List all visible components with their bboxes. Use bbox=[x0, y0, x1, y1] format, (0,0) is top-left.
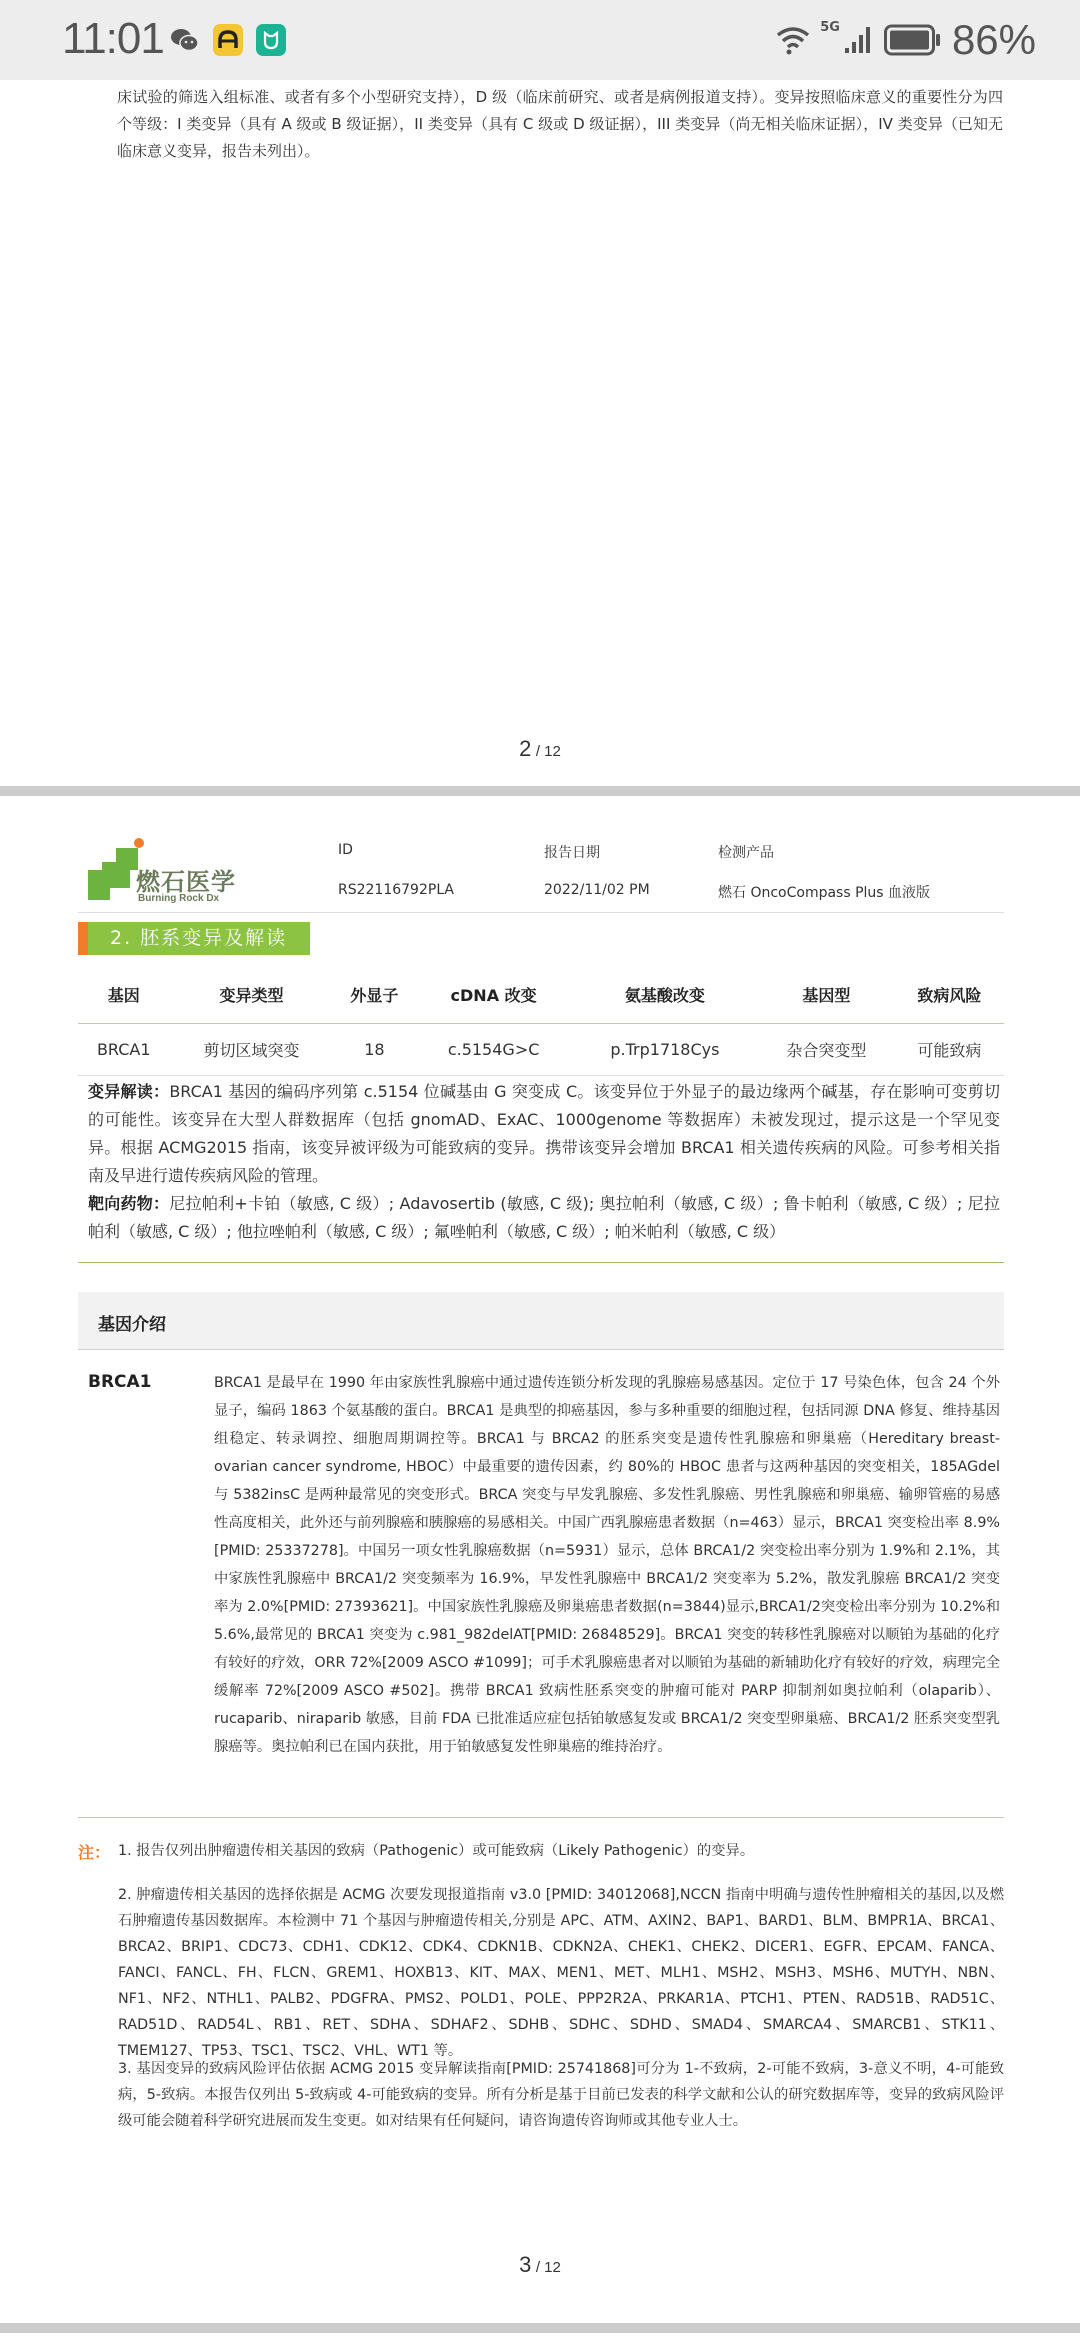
page-separator bbox=[0, 2323, 1080, 2333]
col-gene: 基因 bbox=[78, 966, 170, 1023]
mi-home-icon bbox=[256, 24, 286, 56]
notes-label: 注： bbox=[78, 1843, 111, 1862]
page-number: 2 / 12 bbox=[519, 736, 561, 761]
gene-description: BRCA1 是最早在 1990 年由家族性乳腺癌中通过遗传连锁分析发现的乳腺癌易感基因。定位于 17 号染色体，包含 24 个外显子，编码 1863 个氨基酸的蛋白。BRCA1 是典型的抑癌基因，参与多种重要的细胞过程，包括同源 DNA 修复、维持基因组稳定、转录调控、细胞周期调控等。BRCA1 与 BRCA2 的胚系突变是遗传性乳腺癌和卵巢癌（Hereditary breast-ovarian cancer syndrome, HBOC）中最重要的遗传因素，约 80%的 HBOC 患者与这两种基因的突变相关，185AGdel 与 5382insC 是两种最常见的突变形式。BRCA 突变与早发乳腺癌、多发性乳腺癌、男性乳腺癌和卵巢癌、输卵管癌的易感性高度相关，此外还与前列腺癌和胰腺癌的易感相关。中国广西乳腺癌患者数据（n=463）显示，BRCA1 突变检出率 8.9%[PMID: 25337278]。中国另一项女性乳腺癌数据（n=5931）显示，总体 BRCA1/2 突变检出率分别为 1.9%和 2.1%，其中家族性乳腺癌中 BRCA1/2 突变频率为 16.9%，早发性乳腺癌中 BRCA1/2 突变率为 5.2%，散发乳腺癌 BRCA1/2 突变率为 2.0%[PMID: 27393621]。中国家族性乳腺癌及卵巢癌患者数据(n=3844)显示,BRCA1/2突变检出率分别为 10.2%和 5.6%,最常见的 BRCA1 突变为 c.981_982delAT[PMID: 26848529]。BRCA1 突变的转移性乳腺癌对以顺铂为基础的化疗有较好的疗效，ORR 72%[2009 ASCO #1099]；可手术乳腺癌患者对以顺铂为基础的新辅助化疗有较好的疗效，病理完全缓解率 72%[2009 ASCO #502]。携带 BRCA1 致病性胚系突变的肿瘤可能对 PARP 抑制剂如奥拉帕利（olaparib）、rucaparib、niraparib 敏感，目前 FDA 已批准适应症包括铂敏感复发或 BRCA1/2 突变型卵巢癌、BRCA1/2 胚系突变型乳腺癌等。奥拉帕利已在国内获批，用于铂敏感复发性卵巢癌的维持治疗。 bbox=[214, 1375, 1000, 1755]
table-row: BRCA1 剪切区域突变 18 c.5154G>C p.Trp1718Cys 杂合突变型 可能致病 bbox=[78, 1023, 1004, 1075]
report-date-value: 2022/11/02 PM bbox=[544, 882, 650, 898]
wechat-icon bbox=[170, 24, 200, 56]
targeted-drugs-text: 尼拉帕利+卡铂（敏感, C 级）; Adavosertib (敏感, C 级); 奥拉帕利（敏感, C 级）; 鲁卡帕利（敏感, C 级）; 尼拉帕利（敏感, C 级）; 他拉唑帕利（敏感, C 级）; 氟唑帕利（敏感, C 级）; 帕米帕利（敏感, C 级） bbox=[88, 1194, 1000, 1241]
id-label: ID bbox=[338, 842, 353, 858]
battery-percent: 86% bbox=[951, 16, 1036, 63]
col-risk: 致病风险 bbox=[895, 966, 1004, 1023]
yellow-app-icon bbox=[213, 24, 243, 56]
col-variant-type: 变异类型 bbox=[170, 966, 334, 1023]
note-3: 3. 基因变异的致病风险评估依据 ACMG 2015 变异解读指南[PMID: 25741868]可分为 1-不致病，2-可能不致病，3-意义不明，4-可能致病，5-致病。本报告仅列出 5-致病或 4-可能致病的变异。所有分析是基于目前已发表的科学文献和公认的研究数据库等，变异的致病风险评级可能会随着科学研究进展而发生变更。如对结果有任何疑问，请咨询遗传咨询师或其他专业人士。 bbox=[118, 2061, 1004, 2129]
pdf-page-2 bbox=[0, 80, 1080, 782]
col-cdna: cDNA 改变 bbox=[415, 966, 571, 1023]
section-title: 2. 胚系变异及解读 bbox=[78, 922, 310, 955]
wifi-icon bbox=[776, 25, 810, 55]
gene-intro-header bbox=[78, 1292, 1004, 1350]
divider bbox=[78, 1262, 1004, 1263]
note-2: 2. 肿瘤遗传相关基因的选择依据是 ACMG 次要发现报道指南 v3.0 [PMID: 34012068],NCCN 指南中明确与遗传性肿瘤相关的基因,以及燃石肿瘤遗传基因数据库。本检测中 71 个基因与肿瘤遗传相关,分别是 APC、ATM、AXIN2、BAP1、BARD1、BLM、BMPR1A、BRCA1、BRCA2、BRIP1、CDC73、CDH1、CDK12、CDK4、CDKN1B、CDKN2A、CHEK1、CHEK2、DICER1、EGFR、EPCAM、FANCA、FANCI、FANCL、FH、FLCN、GREM1、HOXB13、KIT、MAX、MEN1、MET、MLH1、MSH2、MSH3、MSH6、MUTYH、NBN、NF1、NF2、NTHL1、PALB2、PDGFRA、PMS2、POLD1、POLE、PPP2R2A、PRKAR1A、PTCH1、PTEN、RAD51B、RAD51C、RAD51D、RAD54L、RB1、RET、SDHA、SDHAF2、SDHB、SDHC、SDHD、SMAD4、SMARCA4、SMARCB1、STK11、TMEM127、TP53、TSC1、TSC2、VHL、WT1 等。 bbox=[118, 1887, 1004, 2059]
logo-text-cn: 燃石医学 bbox=[136, 868, 236, 896]
germline-variant-table bbox=[78, 966, 1004, 1076]
status-bar bbox=[0, 0, 1080, 80]
header-divider bbox=[78, 912, 1004, 913]
page2-text: 床试验的筛选入组标准、或者有多个小型研究支持），D 级（临床前研究、或者是病例报道支持）。变异按照临床意义的重要性分为四个等级：I 类变异（具有 A 级或 B 级证据），II 类变异（具有 C 级或 D 级证据），III 类变异（尚无相关临床证据），IV 类变异（已知无临床意义变异，报告未列出）。 bbox=[117, 88, 1003, 160]
page-number: 3 / 12 bbox=[519, 2252, 561, 2277]
product-label: 检测产品 bbox=[718, 845, 774, 861]
logo-text-en: Burning Rock Dx bbox=[138, 893, 220, 904]
col-amino-acid: 氨基酸改变 bbox=[572, 966, 758, 1023]
gene-intro-title: 基因介绍 bbox=[98, 1315, 166, 1335]
table-header-row bbox=[78, 966, 1004, 1023]
variant-interpretation bbox=[88, 1078, 1000, 1246]
gene-name: BRCA1 bbox=[88, 1372, 152, 1392]
interpretation-label: 变异解读： bbox=[88, 1082, 170, 1101]
battery-icon bbox=[884, 24, 942, 56]
clock: 11:01 bbox=[62, 14, 164, 63]
signal-icon bbox=[844, 25, 874, 55]
divider bbox=[78, 1817, 1004, 1818]
id-value: RS22116792PLA bbox=[338, 882, 455, 898]
product-value: 燃石 OncoCompass Plus 血液版 bbox=[718, 885, 931, 901]
status-indicators bbox=[776, 14, 1036, 66]
interpretation-text: BRCA1 基因的编码序列第 c.5154 位碱基由 G 突变成 C。该变异位于外显子的最边缘两个碱基，存在影响可变剪切的可能性。该变异在大型人群数据库（包括 gnomAD、ExAC、1000genome 等数据库）未被发现过，提示这是一个罕见变异。根据 ACMG2015 指南，该变异被评级为可能致病的变异。携带该变异会增加 BRCA1 相关遗传疾病的风险。可参考相关指南及早进行遗传疾病风险的管理。 bbox=[88, 1082, 1000, 1185]
page-separator bbox=[0, 786, 1080, 796]
network-type: 5G bbox=[820, 20, 840, 35]
note-1: 1. 报告仅列出肿瘤遗传相关基因的致病（Pathogenic）或可能致病（Likely Pathogenic）的变异。 bbox=[118, 1843, 755, 1859]
col-genotype: 基因型 bbox=[758, 966, 895, 1023]
report-date-label: 报告日期 bbox=[544, 845, 600, 861]
targeted-drugs-label: 靶向药物： bbox=[88, 1194, 170, 1213]
col-exon: 外显子 bbox=[333, 966, 415, 1023]
